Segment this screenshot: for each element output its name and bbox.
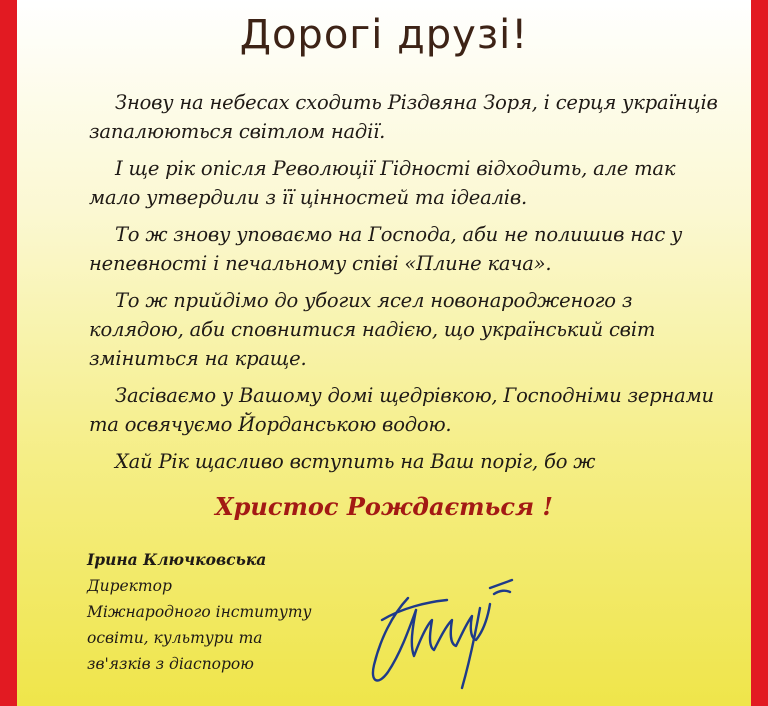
paragraph: Засіваємо у Вашому домі щедрівкою, Господніми зернами та освячуємо Йорданською водою. (89, 384, 714, 436)
signatory-title-line: Міжнародного інституту (87, 603, 312, 621)
paragraph: То ж прийдімо до убогих ясел новонародженого з колядою, аби сповнитися надією, що український світ зміниться на краще. (89, 289, 656, 370)
signatory-title-line: Директор (87, 577, 172, 595)
paragraph: І ще рік опісля Революції Гідності відходить, але так мало утвердили з її цінностей та ідеалів. (89, 157, 676, 209)
letter-title: Дорогі друзі! (239, 12, 529, 58)
handwritten-signature (352, 560, 522, 700)
letter-body (89, 88, 729, 484)
signatory-block (87, 547, 312, 677)
christmas-greeting: Христос Рождається ! (215, 492, 553, 521)
signatory-title-line: освіти, культури та (87, 629, 263, 647)
paragraph: Хай Рік щасливо вступить на Ваш поріг, бо ж (115, 450, 596, 473)
letter-sheet (17, 0, 751, 706)
signatory-title-line: зв'язків з діаспорою (87, 655, 254, 673)
paragraph: То ж знову уповаємо на Господа, аби не полишив нас у непевності і печальному співі «Плине кача». (89, 223, 683, 275)
paragraph: Знову на небесах сходить Різдвяна Зоря, і серця українців запалюються світлом надії. (89, 91, 718, 143)
signatory-name: Ірина Ключковська (87, 550, 267, 569)
